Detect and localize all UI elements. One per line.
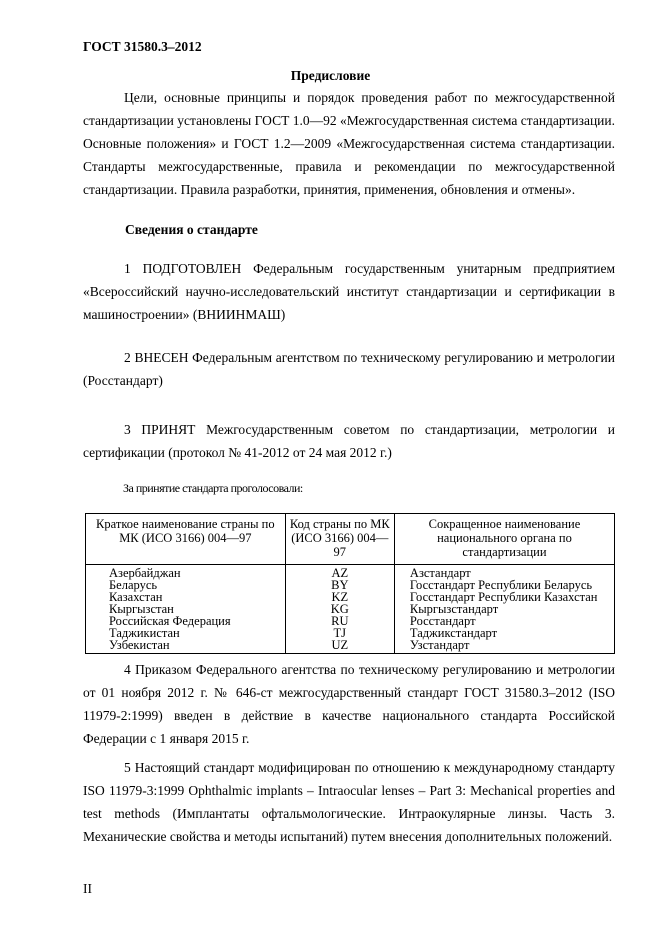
- country-code: RU: [331, 614, 349, 628]
- national-body: Госстандарт Республики Казахстан: [409, 590, 598, 604]
- country-name: Российская Федерация: [109, 614, 231, 628]
- national-body: Азстандарт: [409, 566, 471, 580]
- country-code: KG: [330, 602, 349, 616]
- national-body: Узстандарт: [409, 638, 470, 652]
- header-country-name: Краткое наименование страны по МК (ИСО 3166) 004—97: [86, 514, 286, 565]
- info-item-4: 4 Приказом Федерального агентства по техническому регулированию и метрологии от 01 ноября 2012 г. № 646-ст межгосударственный стандарт ГОСТ 31580.3–2012 (ISO 11979-2:1999) введен в действие в качестве национального стандарта Российской Федерации с 1 января 2015 г.: [83, 662, 615, 746]
- country-name: Кыргызстан: [109, 602, 174, 616]
- info-item-5: 5 Настоящий стандарт модифицирован по отношению к международному стандарту ISO 11979-3:1999 Ophthalmic implants – Intraocular lenses – Part 3: Mechanical properties and test methods (Имплантаты офтальмологические. Интраокулярные линзы. Часть 3. Механические свойства и методы испытаний) путем внесения дополнительных положений.: [83, 760, 615, 844]
- country-name: Азербайджан: [109, 566, 181, 580]
- country-code: UZ: [331, 638, 349, 652]
- standard-info-title: Сведения о стандарте: [125, 222, 258, 237]
- page-number: II: [83, 881, 92, 896]
- header-national-body: Сокращенное наименование национального органа по стандартизации: [394, 514, 614, 565]
- table-body-row: [86, 565, 615, 654]
- info-item-2: 2 ВНЕСЕН Федеральным агентством по техническому регулированию и метрологии (Росстандарт): [83, 350, 615, 388]
- country-code: TJ: [333, 626, 347, 640]
- country-code: AZ: [331, 566, 349, 580]
- vote-table: [85, 513, 615, 654]
- national-body: Росстандарт: [409, 614, 476, 628]
- table-header-row: [86, 514, 615, 565]
- country-name: Беларусь: [109, 578, 158, 592]
- vote-note: За принятие стандарта проголосовали:: [123, 481, 303, 495]
- country-name: Узбекистан: [109, 638, 170, 652]
- country-codes-cell: [285, 565, 394, 654]
- info-item-3: 3 ПРИНЯТ Межгосударственным советом по стандартизации, метрологии и сертификации (протокол № 41-2012 от 24 мая 2012 г.): [83, 422, 615, 460]
- foreword-text: Цели, основные принципы и порядок проведения работ по межгосударственной стандартизации установлены ГОСТ 1.0—92 «Межгосударственная система стандартизации. Основные положения» и ГОСТ 1.2—2009 «Межгосударственная система стандартизации. Стандарты межгосударственные, правила и рекомендации по межгосударственной стандартизации. Правила разработки, принятия, применения, обновления и отмены».: [83, 90, 615, 197]
- national-body: Госстандарт Республики Беларусь: [409, 578, 593, 592]
- country-name: Таджикистан: [109, 626, 180, 640]
- document-header: ГОСТ 31580.3–2012: [83, 39, 202, 54]
- country-names-cell: [86, 565, 286, 654]
- country-code: BY: [331, 578, 349, 592]
- header-country-code: Код страны по МК (ИСО 3166) 004—97: [285, 514, 394, 565]
- foreword-title: Предисловие: [290, 68, 371, 83]
- national-body: Кыргызстандарт: [409, 602, 499, 616]
- national-bodies-cell: [394, 565, 614, 654]
- info-item-1: 1 ПОДГОТОВЛЕН Федеральным государственным унитарным предприятием «Всероссийский научно-исследовательский институт стандартизации и сертификации в машиностроении» (ВНИИНМАШ): [83, 261, 615, 322]
- country-name: Казахстан: [109, 590, 163, 604]
- country-code: KZ: [331, 590, 349, 604]
- national-body: Таджикстандарт: [409, 626, 498, 640]
